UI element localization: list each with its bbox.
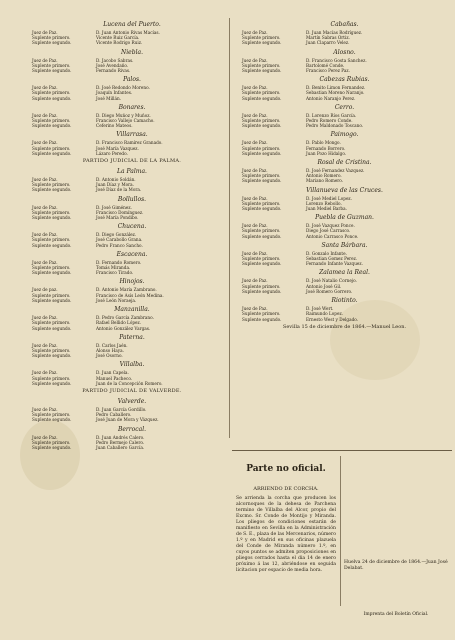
person-name: Antonio Romero. [306, 173, 342, 179]
person-name: Sebastian Gomez Perez. [306, 256, 358, 262]
judge-entry [32, 113, 232, 129]
role-label: Suplente segundo. [242, 95, 282, 101]
person-name: José León Noraeja. [96, 297, 137, 303]
role-label: Suplente segundo. [242, 150, 282, 156]
judge-entry [242, 30, 447, 46]
person-name: Vicente Ruiz García. [96, 35, 140, 41]
person-name: José Carabollo Grana. [96, 237, 143, 243]
person-name: Juan de la Concepción Romero. [96, 380, 163, 386]
role-label: Suplente segundo. [242, 261, 282, 267]
role-label: Suplente primero. [242, 173, 281, 179]
town-heading: Berrocal. [117, 425, 147, 433]
role-label: Suplente segundo. [242, 40, 282, 46]
town-heading: Santa Bárbara. [321, 241, 368, 249]
town-heading: Villanueva de las Cruces. [306, 186, 383, 194]
judge-entry [242, 223, 447, 239]
role-label: Suplente segundo. [32, 297, 72, 303]
role-label: Suplente primero. [32, 62, 71, 68]
town-heading: Paterna. [119, 333, 145, 341]
judge-entry [242, 251, 447, 267]
role-label: Suplente primero. [242, 228, 281, 234]
name-list [90, 85, 232, 101]
town-heading: Escacena. [116, 250, 148, 258]
town-heading: Cerro. [334, 103, 355, 111]
parte-body: Se arrienda la corcha que producen los alcornoques de la dehesa de Parchena termino de Villalba del Alcor, propio del Excmo. Sr. Conde de Montijo y Miranda. Los pliegos de condiciones estarán de manifiesto en Sevilla en la Administración de S. E., plaza de las Mercenarios, número 1.º y en Madrid en sus oficinas plazuela del Conde de Miranda número 1.º, en cuyos puntos se admiten proposiciones en pliegos cerrados hasta el dia 14 de enero próximo á las 12, abriéndose en seguida licitacion por espacio de media hora. [236, 496, 336, 573]
person-name: Tomás Miranda. [96, 265, 131, 271]
person-name: D. Antonio Soldán. [96, 177, 136, 183]
role-label: Suplente segundo. [32, 187, 72, 193]
judge-entry [32, 205, 232, 221]
role-label: Suplente segundo. [32, 123, 72, 129]
person-name: José Osorno. [96, 353, 123, 359]
town-heading: Rosal de Cristina. [317, 159, 372, 167]
role-label: Suplente segundo. [32, 215, 72, 221]
person-name: D. Francisco Gosta Sanchez. [306, 57, 367, 63]
person-name: D. Juan Capela. [96, 370, 129, 376]
judge-entry [242, 113, 447, 129]
name-list [90, 370, 232, 386]
role-label: Juez de Paz. [32, 85, 58, 91]
role-label: Suplente segundo. [242, 68, 282, 74]
role-list [32, 435, 90, 451]
name-list [300, 223, 447, 239]
judge-entry [32, 370, 232, 386]
name-list [90, 113, 232, 129]
role-label: Suplente primero. [242, 62, 281, 68]
column-signature: Sevilla 15 de diciembre de 1864.—Manuel Leon. [282, 323, 407, 330]
judge-entry [32, 58, 232, 74]
role-list [242, 306, 300, 322]
role-list [32, 370, 90, 386]
name-list [300, 85, 447, 101]
role-label: Juez de Paz. [32, 342, 58, 348]
judge-entry [32, 287, 232, 303]
role-label: Juez de Paz. [242, 250, 268, 256]
town-heading: Cabezas Rubias. [319, 76, 370, 84]
judge-entry [242, 168, 447, 184]
person-name: D. Fernando Romero. [96, 259, 142, 265]
role-list [242, 140, 300, 156]
judge-entry [242, 58, 447, 74]
parte-title: Parte no oficial. [246, 464, 326, 474]
person-name: Manuel Pacheco. [96, 375, 133, 381]
role-list [32, 177, 90, 193]
role-label: Juez de Paz. [242, 140, 268, 146]
role-label: Juez de Paz. [32, 204, 58, 210]
person-name: José Romero Gorrero. [306, 288, 353, 294]
town-heading: Bollullos. [117, 195, 147, 203]
role-label: Juez de Paz. [242, 195, 268, 201]
person-name: Ernesto West y Delgado. [306, 316, 359, 322]
person-name: Fernando Rivas. [96, 68, 131, 74]
name-list [90, 232, 232, 248]
role-label: Suplente segundo. [242, 288, 282, 294]
person-name: D. José Redondo Moreno. [96, 85, 150, 91]
name-list [90, 58, 232, 74]
judge-entry [32, 343, 232, 359]
judge-entry [32, 315, 232, 331]
role-list [242, 278, 300, 294]
person-name: Pedro Caballero. [96, 412, 132, 418]
person-name: Martín Sabras Ortiz. [306, 35, 350, 41]
person-name: Bartolomé Conde. [306, 62, 345, 68]
person-name: D. Diego Muñoz y Muñoz. [96, 112, 151, 118]
role-label: Juez de Paz. [32, 232, 58, 238]
role-list [32, 85, 90, 101]
person-name: D. José Fernandez Vazquez. [306, 168, 365, 174]
person-name: Pedro Romero Conde. [306, 118, 353, 124]
person-name: D. Juan Macías Rodríguez. [306, 30, 363, 35]
person-name: Fernando Infante Vazquez. [306, 261, 363, 267]
role-list [242, 196, 300, 212]
person-name: D. Francisco Ramírez Granado. [96, 140, 163, 146]
role-list [32, 407, 90, 423]
name-list [90, 30, 232, 46]
judge-entry [242, 85, 447, 101]
person-name: Mariano Romero. [306, 178, 344, 184]
person-name: Ceferino Mateos. [96, 123, 133, 129]
role-label: Juez de Paz. [32, 370, 58, 376]
role-label: Juez de Paz. [32, 259, 58, 265]
role-list [32, 140, 90, 156]
person-name: Diego José Carrasco. [306, 228, 351, 234]
role-label: Suplente segundo. [242, 233, 282, 239]
role-list [32, 205, 90, 221]
town-heading: Valverde. [117, 397, 147, 405]
parte-subheading: ARRIENDO DE CORCHA. [253, 486, 319, 492]
judge-entry [32, 260, 232, 276]
person-name: Rafael Bellido López. [96, 320, 142, 326]
person-name: José Millán. [96, 95, 121, 101]
person-name: Juan Claparro Velez. [306, 40, 350, 46]
role-label: Juez de Paz. [32, 30, 58, 35]
role-label: Suplente primero. [242, 311, 281, 317]
role-label: Juez de paz. [32, 287, 58, 293]
role-label: Juez de Paz. [32, 434, 58, 440]
name-list [90, 140, 232, 156]
role-label: Juez de Paz. [242, 85, 268, 91]
role-label: Suplente primero. [242, 200, 281, 206]
role-label: Suplente primero. [32, 412, 71, 418]
person-name: D. Gonzalo Infante. [306, 250, 347, 256]
name-list [90, 205, 232, 221]
role-label: Suplente segundo. [32, 417, 72, 423]
parte-column-rule [340, 456, 341, 606]
person-name: Sebastian Moreno Naranjo. [306, 90, 365, 96]
town-heading: Cabañas. [330, 21, 359, 28]
town-heading: Bonares. [118, 103, 146, 111]
person-name: Vicente Rodrigo Ruiz. [96, 40, 143, 46]
judge-entry [32, 30, 232, 46]
name-list [90, 315, 232, 331]
person-name: D. José Giménez. [96, 204, 132, 210]
role-label: Suplente primero. [32, 237, 71, 243]
role-list [242, 30, 300, 46]
section-divider [232, 450, 452, 451]
role-label: Suplente primero. [32, 292, 71, 298]
name-list [300, 140, 447, 156]
role-list [242, 113, 300, 129]
role-list [32, 260, 90, 276]
judge-entry [32, 407, 232, 423]
town-heading: Hinojos. [119, 278, 145, 286]
role-label: Suplente primero. [32, 145, 71, 151]
judge-entry [242, 196, 447, 212]
town-heading: Villarrasa. [116, 131, 148, 139]
role-label: Suplente segundo. [242, 316, 282, 322]
role-label: Suplente segundo. [32, 68, 72, 74]
town-heading: Alosno. [333, 48, 356, 56]
role-list [32, 30, 90, 46]
role-list [242, 58, 300, 74]
role-label: Suplente segundo. [242, 178, 282, 184]
role-label: Suplente primero. [242, 90, 281, 96]
parte-no-oficial-section [232, 450, 452, 640]
role-label: Juez de Paz. [242, 57, 268, 63]
role-list [242, 251, 300, 267]
role-label: Suplente segundo. [32, 353, 72, 359]
name-list [300, 196, 447, 212]
name-list [90, 260, 232, 276]
name-list [90, 343, 232, 359]
town-heading: Lucena del Puerto. [103, 21, 161, 28]
person-name: D. Lorenzo Ríos García. [306, 112, 357, 118]
role-label: Juez de Paz. [32, 112, 58, 118]
person-name: Pedro Bermejo Calero. [96, 439, 145, 445]
person-name: Francisco Tirado. [96, 270, 134, 276]
person-name: Francisco Perez Paz. [306, 68, 350, 74]
person-name: Juan Caballero García. [96, 444, 145, 450]
town-heading: Niebla. [121, 48, 143, 56]
role-label: Suplente segundo. [32, 380, 72, 386]
left-column [32, 20, 232, 452]
role-label: Suplente primero. [32, 439, 71, 445]
role-label: Suplente primero. [32, 182, 71, 188]
town-heading: Manzanilla. [114, 306, 150, 314]
role-list [32, 343, 90, 359]
person-name: D. Pablo Mongo. [306, 140, 341, 146]
imprenta-line: Imprenta del Boletín Oficial. [363, 612, 429, 617]
name-list [300, 113, 447, 129]
judge-entry [32, 140, 232, 156]
person-name: Lázaro Peredo. [96, 150, 128, 156]
person-name: Francisco Vallejo Camacho. [96, 118, 155, 124]
role-list [242, 168, 300, 184]
judge-entry [32, 435, 232, 451]
role-list [32, 315, 90, 331]
person-name: Juan Pozo Hidalgo. [306, 150, 347, 156]
person-name: D. Juan García Gordillo. [96, 406, 147, 412]
judge-entry [242, 140, 447, 156]
role-label: Juez de Paz. [242, 168, 268, 174]
town-heading: Palos. [123, 76, 141, 84]
person-name: D. Diego González. [96, 232, 137, 238]
person-name: Antonio González Vargas. [96, 325, 151, 331]
role-label: Suplente primero. [242, 35, 281, 41]
town-heading: Riotinto. [331, 297, 358, 305]
role-label: Suplente primero. [32, 209, 71, 215]
name-list [300, 58, 447, 74]
role-list [242, 223, 300, 239]
person-name: José Díaz de la Mora. [96, 187, 142, 193]
partido-heading: PARTIDO JUDICIAL DE LA PALMA. [82, 158, 182, 165]
person-name: Pedro Maldonado Toscano. [306, 123, 364, 129]
name-list [300, 30, 447, 46]
person-name: Raimundo Lopez. [306, 311, 343, 317]
role-label: Suplente segundo. [32, 242, 72, 248]
person-name: José Juan de Mora y Vázquez. [96, 417, 159, 423]
role-label: Suplente primero. [32, 375, 71, 381]
role-list [32, 113, 90, 129]
role-label: Suplente primero. [242, 283, 281, 289]
partido-heading: PARTIDO JUDICIAL DE VALVERDE. [82, 387, 182, 394]
column-rule [229, 18, 230, 438]
role-label: Suplente segundo. [32, 150, 72, 156]
person-name: Joaquín Infantes. [96, 90, 133, 96]
person-name: Antonio Naranjo Perez. [306, 95, 356, 101]
person-name: D. Juan Andrés Calero. [96, 434, 145, 440]
role-label: Juez de Paz. [242, 278, 268, 284]
judge-entry [242, 278, 447, 294]
role-list [32, 287, 90, 303]
role-label: Suplente primero. [242, 256, 281, 262]
name-list [300, 251, 447, 267]
person-name: José María Vazquez. [96, 145, 139, 151]
role-label: Juez de Paz. [32, 57, 58, 63]
person-name: Juan Díaz y Mora. [96, 182, 134, 188]
role-list [242, 85, 300, 101]
person-name: D. José Vazquez Ponce. [306, 223, 355, 229]
role-label: Juez de Paz. [242, 306, 268, 312]
person-name: D. Antonio María Zambrano. [96, 287, 157, 293]
person-name: D. José Wert. [306, 306, 334, 312]
person-name: Francisco de Asís León Medina. [96, 292, 164, 298]
role-label: Juez de Paz. [32, 315, 58, 321]
role-label: Suplente primero. [32, 320, 71, 326]
person-name: Antonio Carrasco Ponce. [306, 233, 359, 239]
role-label: Juez de Paz. [242, 112, 268, 118]
role-label: Juez de Paz. [242, 223, 268, 229]
town-heading: Paimogo. [330, 131, 359, 139]
role-label: Suplente segundo. [242, 123, 282, 129]
town-heading: Puebla de Guzman. [315, 214, 374, 222]
name-list [300, 278, 447, 294]
role-label: Suplente segundo. [32, 40, 72, 46]
role-label: Juez de Paz. [32, 140, 58, 146]
person-name: D. Juan Antonio Rivas Macías. [96, 30, 160, 35]
name-list [300, 168, 447, 184]
role-label: Suplente primero. [242, 118, 281, 124]
person-name: Fernando Borrero. [306, 145, 346, 151]
person-name: D. Benito Limon Fernandez. [306, 85, 366, 91]
judge-entry [32, 232, 232, 248]
role-label: Suplente segundo. [242, 206, 282, 212]
role-label: Suplente segundo. [32, 270, 72, 276]
parte-signature: Huelva 24 de diciembre de 1864.—Juan José Delabat. [344, 560, 448, 571]
person-name: D. José Mediel Lopez. [306, 195, 352, 201]
town-heading: Chucena. [117, 223, 147, 231]
role-label: Suplente primero. [32, 35, 71, 41]
role-label: Suplente primero. [242, 145, 281, 151]
person-name: Alonso Haya. [96, 347, 124, 353]
judge-entry [32, 177, 232, 193]
role-label: Suplente segundo. [32, 444, 72, 450]
person-name: Francisco Domínguez. [96, 209, 144, 215]
person-name: D. José Natalio Cornejo. [306, 278, 357, 284]
role-label: Juez de Paz. [242, 30, 268, 35]
role-label: Suplente primero. [32, 90, 71, 96]
role-label: Suplente primero. [32, 347, 71, 353]
person-name: D. Carlos Jaén. [96, 342, 128, 348]
role-list [32, 232, 90, 248]
role-label: Suplente segundo. [32, 95, 72, 101]
judge-entry [32, 85, 232, 101]
person-name: Juan Mediel Barba. [306, 206, 347, 212]
person-name: Pedro Franco Sancho. [96, 242, 143, 248]
name-list [300, 306, 447, 322]
person-name: D. Pedro García Zambrano. [96, 315, 154, 321]
role-list [32, 58, 90, 74]
name-list [90, 177, 232, 193]
name-list [90, 407, 232, 423]
person-name: Lorenzo Rebollo. [306, 200, 342, 206]
role-label: Suplente segundo. [32, 325, 72, 331]
person-name: Antonio José Gil. [306, 283, 342, 289]
right-column [242, 20, 447, 330]
name-list [90, 435, 232, 451]
role-label: Suplente primero. [32, 265, 71, 271]
town-heading: Villalba. [119, 361, 145, 369]
person-name: José Avendaño. [96, 62, 129, 68]
role-label: Suplente primero. [32, 118, 71, 124]
role-label: Juez de Paz. [32, 177, 58, 183]
town-heading: La Palma. [117, 168, 147, 176]
person-name: D. Jacobo Sabras. [96, 57, 134, 63]
judge-entry [242, 306, 447, 322]
person-name: José María Pondibo. [96, 215, 139, 221]
role-label: Juez de Paz. [32, 406, 58, 412]
name-list [90, 287, 232, 303]
town-heading: Zalamea la Real. [319, 269, 370, 277]
